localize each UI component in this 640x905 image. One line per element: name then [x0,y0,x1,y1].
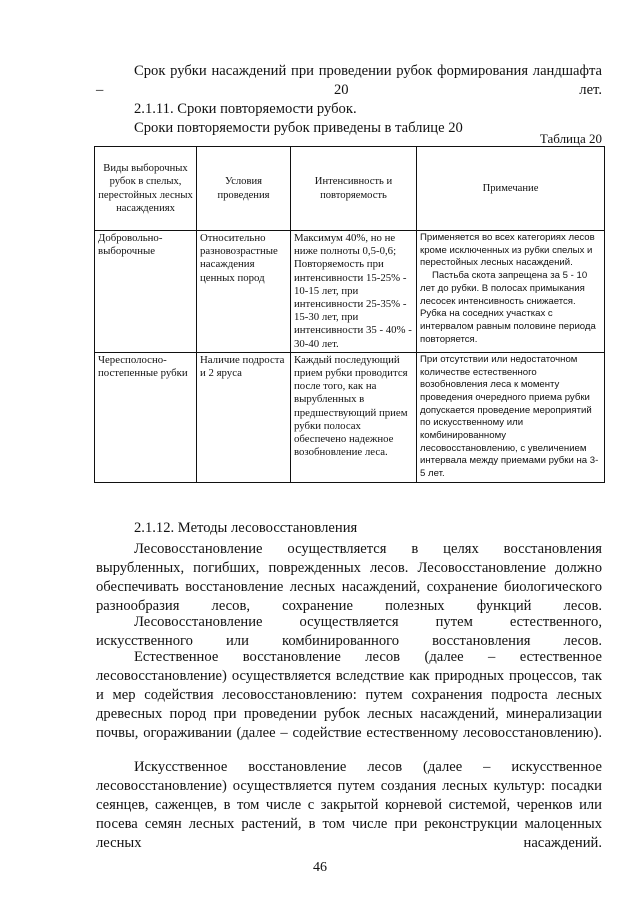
paragraph-table-reference: Сроки повторяемости рубок приведены в таблице 20 [134,120,463,136]
page-number: 46 [313,860,327,875]
table-header-row [95,147,605,231]
heading-2-1-12: 2.1.12. Методы лесовосстановления [134,520,358,536]
table-caption: Таблица 20 [539,131,602,146]
header-felling-types: Виды выборочных рубок в спелых, перестойных лесных насаждениях [95,147,197,231]
cell-conditions: Наличие подроста и 2 яруса [197,352,291,482]
cell-note: При отсутствии или недостаточном количестве естественного возобновления леса к моменту проведения очередного приема рубки допускается проведение мероприятий по искусственному или комбинированному лесовосстановлению, с увеличением интервала между приемами рубки на 3-5 лет. [417,352,605,482]
header-note: Примечание [417,147,605,231]
cell-felling-type: Чересполосно-постепенные рубки [95,352,197,482]
heading-2-1-11: 2.1.11. Сроки повторяемости рубок. [134,101,357,117]
paragraph-reforestation-methods: Лесовосстановление осуществляется путем естественного, искусственного или комбинированного восстановления лесов. [96,614,602,649]
cell-conditions: Относительно разновозрастные насаждения ценных пород [197,231,291,353]
cell-intensity: Каждый последующий прием рубки проводится после того, как на вырубленных в предшествующий прием рубки полосах обеспечено надежное возобновление леса. [291,352,417,482]
header-intensity: Интенсивность и повторяемость [291,147,417,231]
cell-note [417,231,605,353]
note-part: Применяется во всех категориях лесов кроме исключенных из рубки спелых и перестойных лесных насаждений. [420,232,595,269]
paragraph-reforestation-goals: Лесовосстановление осуществляется в целях восстановления вырубленных, погибших, поврежденных лесов. Лесовосстановление должно обеспечивать восстановление лесных насаждений, сохранение биологического разнообразия лесов, сохранение полезных функций лесов. [96,541,602,614]
paragraph-natural-reforestation: Естественное восстановление лесов (далее – естественное лесовосстановление) осуществляется вследствие как природных процессов, так и мер содействия лесовосстановлению: путем сохранения подроста лесных древесных пород при проведении рубок лесных насаждений, минерализации почвы, огораживании (далее – содействие естественному лесовосстановлению). [96,649,602,741]
table-row [95,352,605,482]
table-row [95,231,605,353]
cell-intensity: Максимум 40%, но не ниже полноты 0,5-0,6; Повторяемость при интенсивности 15-25% - 10-15 лет, при интенсивности 25-35% - 15-30 лет, при интенсивности 35 - 40% - 30-40 лет. [291,231,417,353]
repeat-felling-table [94,146,605,483]
paragraph-artificial-reforestation: Искусственное восстановление лесов (далее – искусственное лесовосстановление) осуществляется путем создания лесных культур: посадки сеянцев, саженцев, в том числе с закрытой корневой системой, черенков или посева семян лесных растений, в том числе при реконструкции малоценных лесных насаждений. [96,759,602,851]
cell-felling-type: Добровольно-выборочные [95,231,197,353]
paragraph-felling-term: Срок рубки насаждений при проведении рубок формирования ландшафта – 20 лет. [96,63,602,98]
note-part: Пастьба скота запрещена за 5 - 10 лет до рубки. В полосах примыкания лесосек интенсивность снижается. Рубка на соседних участках с интервалом равным половине периода повторяется. [420,270,596,345]
header-conditions: Условия проведения [197,147,291,231]
